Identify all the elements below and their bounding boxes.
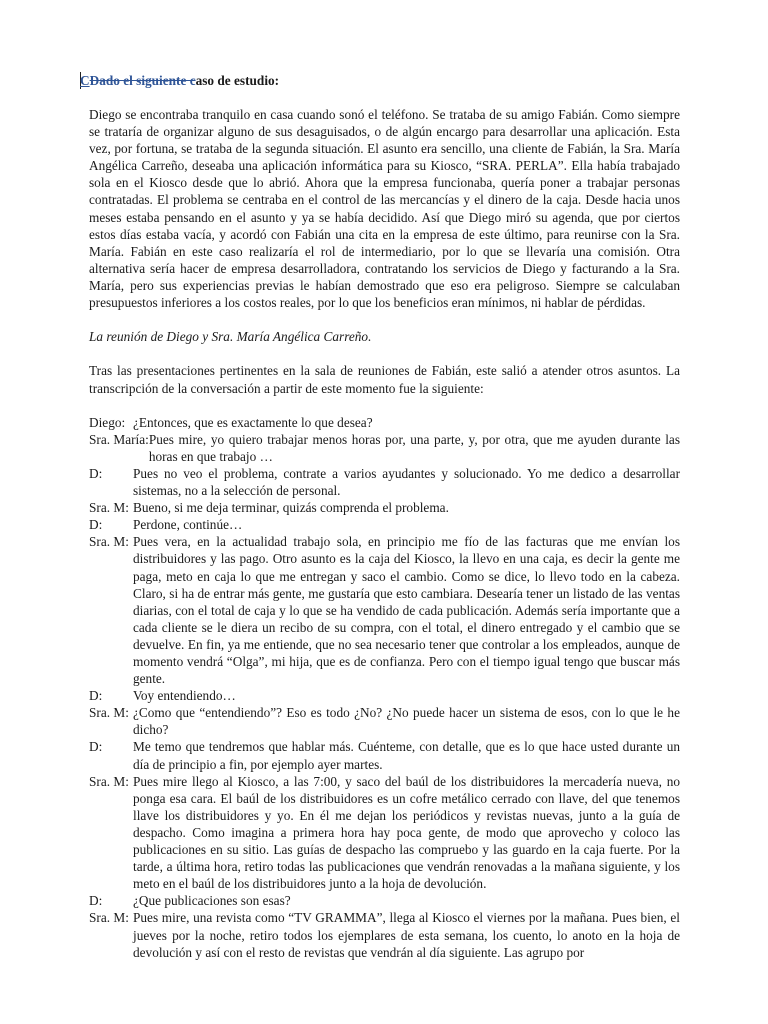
dialog-line: Pues no veo el problema, contrate a varios ayudantes y solucionado. Yo me dedico a desarrollar sistemas, no a la selección de personal. xyxy=(133,465,680,499)
transition-paragraph: Tras las presentaciones pertinentes en la sala de reuniones de Fabián, este salió a atender otros asuntos. La transcripción de la conversación a partir de este momento fue la siguiente: xyxy=(89,363,680,396)
dialog-turn xyxy=(89,909,680,960)
dialog-line: Pues vera, en la actualidad trabajo sola, en principio me fío de las facturas que me envían los distribuidores y las pago. Otro asunto es la caja del Kiosco, la llevo en una caja, es decir la gente me paga, meto en caja lo que me entregan y saco el cambio. Como se dice, lo llevo todo en la cabeza. Claro, si ha de entrar más gente, me gustaría que esto cambiara. Desearía tener un listado de las ventas diarias, con el total de caja y lo que se ha vendido de cada publicación. Además sería importante que a cada cliente se le diera un recibo de su compra, con el total, el dinero entregado y el cambio que se devuelve. En fin, ya me entiende, que no sea necesario tener que controlar a los empleados, aunque de momento vendrá “Olga”, mi hija, que es de confianza. Pero con el tiempo igual tengo que buscar más gente. xyxy=(133,534,680,687)
document-title xyxy=(80,72,690,89)
speaker-label: Sra. M: xyxy=(89,705,129,721)
dialog-line: ¿Entonces, que es exactamente lo que desea? xyxy=(133,414,373,430)
section-heading: La reunión de Diego y Sra. María Angélica Carreño. xyxy=(89,329,372,345)
dialog-transcript xyxy=(89,414,680,961)
speaker-label: Sra. María: xyxy=(89,431,149,447)
dialog-turn xyxy=(89,465,680,499)
dialog-turn xyxy=(89,414,680,431)
speaker-label: D: xyxy=(89,465,103,481)
dialog-turn xyxy=(89,516,680,533)
title-deleted-text: Dado el siguiente c xyxy=(89,73,196,88)
dialog-turn xyxy=(89,499,680,516)
dialog-turn xyxy=(89,687,680,704)
speaker-label: Sra. M: xyxy=(89,910,129,926)
speaker-label: D: xyxy=(89,688,103,704)
dialog-line: Pues mire, yo quiero trabajar menos horas por, una parte, y, por otra, que me ayuden durante las horas en que trabajo … xyxy=(148,431,680,464)
dialog-line: Pues mire llego al Kiosco, a las 7:00, y saco del baúl de los distribuidores la mercadería nueva, no ponga esa cara. El baúl de los distribuidores es un cofre metálico cerrado con llave, del que tenemos llave los distribuidores y yo. En él me dejan los periódicos y revistas nuevas, junto a la guía de despacho. Como imagina a primera hora hay poca gente, de modo que aprovecho y coloco las publicaciones en su sitio. Las guías de despacho las compruebo y las guardo en la caja fuerte. Por la tarde, a última hora, retiro todas las publicaciones que vendrán renovadas a la mañana siguiente, y los meto en el baúl de los distribuidores junto a la hoja de devolución. xyxy=(133,773,680,892)
dialog-line: ¿Como que “entendiendo”? Eso es todo ¿No? ¿No puede hacer un sistema de esos, con lo que le he dicho? xyxy=(133,705,680,738)
dialog-line: Pues mire, una revista como “TV GRAMMA”, llega al Kiosco el viernes por la mañana. Pues bien, el jueves por la noche, retiro todos los ejemplares de esta semana, los cuento, lo anoto en la hoja de devolución y así con el resto de revistas que vendrán al día siguiente. Las agrupo por xyxy=(133,910,680,960)
dialog-line: Bueno, si me deja terminar, quizás comprenda el problema. xyxy=(133,500,449,516)
dialog-turn xyxy=(89,704,680,738)
document-body xyxy=(89,106,680,961)
dialog-turn xyxy=(89,533,680,687)
speaker-label: Sra. M: xyxy=(89,500,129,516)
dialog-turn xyxy=(89,431,680,465)
title-inserted-text: C xyxy=(80,73,90,88)
speaker-label: Diego: xyxy=(89,414,126,430)
intro-paragraph: Diego se encontraba tranquilo en casa cuando sonó el teléfono. Se trataba de su amigo Fabián. Como siempre se trataría de organizar alguno de sus desaguisados, o de algún encargo para desarrollar una aplicación. Esta vez, por fortuna, se trataba de la segunda situación. El asunto era sencillo, una cliente de Fabián, la Sra. María Angélica Carreño, deseaba una aplicación informática para su Kiosco, “SRA. PERLA”. Ella había trabajado sola en el Kiosco desde que lo abrió. Ahora que la empresa funcionaba, quería poner a trabajar personas contratadas. El problema se centraba en el control de las mercancías y el dinero de la caja. Desde hacia unos meses estaba pensando en el asunto y ya se había decidido. Así que Diego miró su agenda, que por ciertos estos días estaba vacía, y acordó con Fabián una cita en la empresa de este último, para reunirse con la Sra. María. Fabián en este caso realizaría el rol de intermediario, por lo que se llevaría una comisión. Otra alternativa sería hacer de empresa desarrolladora, contratando los servicios de Diego y facturando a la Sra. María, pero sus experiencias previas le habían demostrado que eso era peligroso. Siempre se calculaban presupuestos inferiores a los costos reales, por lo que los beneficios eran mínimos, ni hablar de pérdidas. xyxy=(89,107,680,311)
dialog-turn xyxy=(89,738,680,772)
dialog-turn xyxy=(89,773,680,893)
speaker-label: Sra. M: xyxy=(89,534,129,550)
speaker-label: D: xyxy=(89,739,103,755)
title-text: aso de estudio: xyxy=(195,73,280,88)
speaker-label: D: xyxy=(89,893,103,909)
dialog-line: Me temo que tendremos que hablar más. Cuénteme, con detalle, que es lo que hace usted durante un día de principio a fin, por ejemplo ayer martes. xyxy=(133,739,680,772)
speaker-label: D: xyxy=(89,517,103,533)
dialog-line: ¿Que publicaciones son esas? xyxy=(133,893,291,909)
dialog-line: Voy entendiendo… xyxy=(133,688,236,704)
dialog-line: Perdone, continúe… xyxy=(133,517,243,533)
speaker-label: Sra. M: xyxy=(89,773,129,789)
dialog-turn xyxy=(89,892,680,909)
